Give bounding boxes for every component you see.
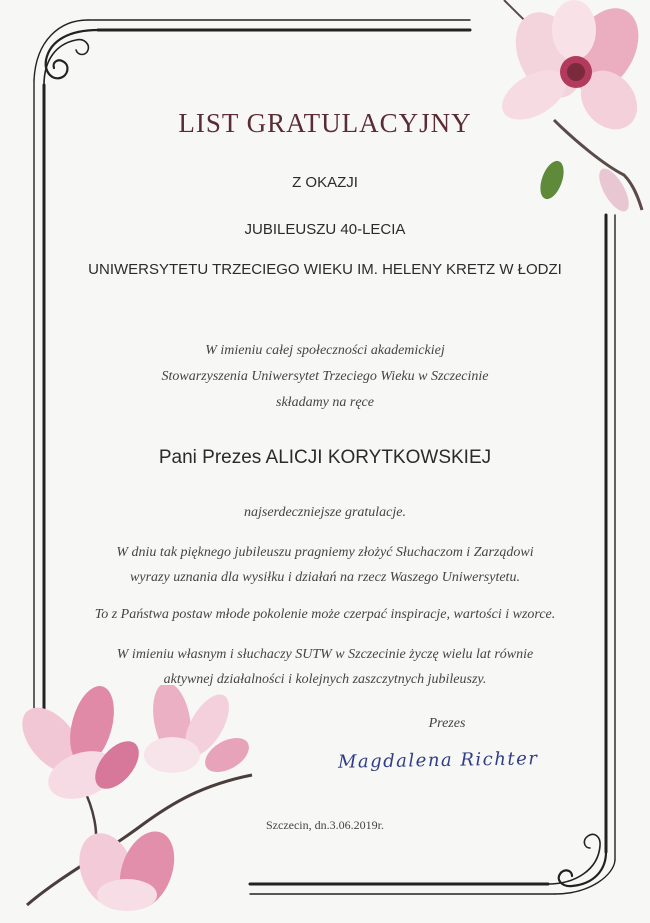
occasion-line-1: Z OKAZJI	[292, 174, 358, 191]
body-line-2: wyrazy uznania dla wysiłku i działań na rzecz Waszego Uniwersytetu.	[130, 570, 520, 585]
greeting-line: najserdeczniejsze gratulacje.	[243, 505, 406, 520]
body-line-4: W imieniu własnym i słuchaczy SUTW w Szczecinie życzę wielu lat równie	[116, 647, 534, 662]
place-and-date: Szczecin, dn.3.06.2019r.	[266, 818, 384, 832]
intro-line-2: Stowarzyszenia Uniwersytet Trzeciego Wieku w Szczecinie	[161, 369, 489, 384]
intro-line-3: składamy na ręce	[276, 395, 374, 410]
signer-role: Prezes	[428, 716, 466, 731]
document-title: LIST GRATULACYJNY	[178, 108, 472, 138]
occasion-line-3: UNIWERSYTETU TRZECIEGO WIEKU IM. HELENY KRETZ W ŁODZI	[88, 261, 562, 278]
occasion-line-2: JUBILEUSZU 40-LECIA	[244, 221, 406, 238]
body-line-5: aktywnej działalności i kolejnych zaszczytnych jubileuszy.	[163, 672, 487, 687]
body-line-3: To z Państwa postaw młode pokolenie może czerpać inspiracje, wartości i wzorce.	[94, 607, 556, 622]
body-line-1: W dniu tak pięknego jubileuszu pragniemy złożyć Słuchaczom i Zarządowi	[116, 545, 534, 560]
handwritten-signature: Magdalena Richter	[337, 748, 539, 773]
intro-line-1: W imieniu całej społeczności akademickiej	[205, 343, 445, 358]
recipient-name: Pani Prezes ALICJI KORYTKOWSKIEJ	[158, 447, 492, 468]
